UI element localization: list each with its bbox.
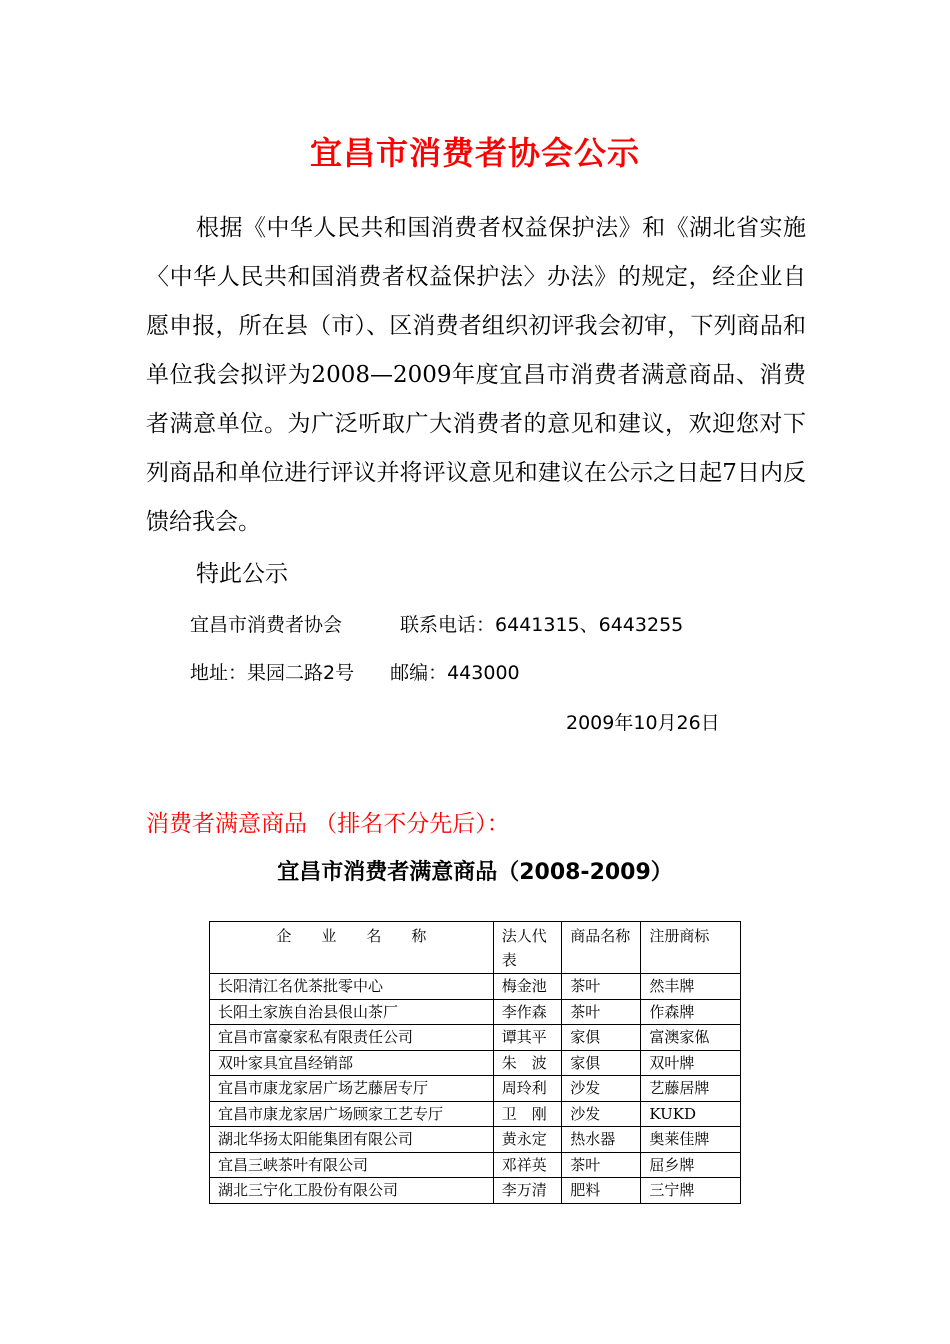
cell-company: 宜昌市富豪家私有限责任公司	[210, 1025, 494, 1051]
header-product: 商品名称	[562, 922, 641, 974]
cell-legal-rep: 李万清	[493, 1178, 562, 1204]
cell-product: 茶叶	[562, 999, 641, 1025]
cell-trademark: 屈乡牌	[641, 1152, 741, 1178]
cell-company: 宜昌市康龙家居广场艺藤居专厅	[210, 1076, 494, 1102]
table-row	[210, 1101, 741, 1127]
cell-company: 湖北三宁化工股份有限公司	[210, 1178, 494, 1204]
table-row	[210, 1127, 741, 1153]
cell-legal-rep: 卫 刚	[493, 1101, 562, 1127]
cell-legal-rep: 谭其平	[493, 1025, 562, 1051]
header-trademark: 注册商标	[641, 922, 741, 974]
cell-product: 沙发	[562, 1076, 641, 1102]
address: 地址：果园二路2号	[190, 662, 355, 684]
cell-legal-rep: 周玲利	[493, 1076, 562, 1102]
cell-product: 茶叶	[562, 974, 641, 1000]
closing-text: 特此公示	[196, 561, 288, 587]
cell-legal-rep: 梅金池	[493, 974, 562, 1000]
table-title: 宜昌市消费者满意商品（2008-2009）	[277, 860, 673, 885]
table-row	[210, 1178, 741, 1204]
phone-number: 联系电话：6441315、6443255	[400, 614, 684, 636]
postcode: 邮编：443000	[390, 662, 520, 684]
cell-company: 长阳清江名优茶批零中心	[210, 974, 494, 1000]
cell-trademark: 双叶牌	[641, 1050, 741, 1076]
cell-trademark: 三宁牌	[641, 1178, 741, 1204]
contact-line-2	[190, 658, 520, 688]
cell-company: 长阳土家族自治县佷山茶厂	[210, 999, 494, 1025]
table-header-row	[210, 922, 741, 974]
table-row	[210, 1025, 741, 1051]
cell-company: 双叶家具宜昌经销部	[210, 1050, 494, 1076]
cell-product: 家俱	[562, 1025, 641, 1051]
table-row	[210, 1152, 741, 1178]
cell-trademark: 然丰牌	[641, 974, 741, 1000]
cell-legal-rep: 黄永定	[493, 1127, 562, 1153]
org-name: 宜昌市消费者协会	[190, 614, 343, 636]
cell-product: 热水器	[562, 1127, 641, 1153]
cell-product: 茶叶	[562, 1152, 641, 1178]
cell-company: 宜昌市康龙家居广场顾家工艺专厅	[210, 1101, 494, 1127]
contact-line-1	[190, 610, 683, 640]
cell-legal-rep: 李作森	[493, 999, 562, 1025]
cell-company: 湖北华扬太阳能集团有限公司	[210, 1127, 494, 1153]
cell-trademark: KUKD	[641, 1101, 741, 1127]
cell-trademark: 艺藤居牌	[641, 1076, 741, 1102]
cell-trademark: 作森牌	[641, 999, 741, 1025]
cell-product: 家俱	[562, 1050, 641, 1076]
cell-trademark: 富澳家俬	[641, 1025, 741, 1051]
cell-trademark: 奥莱佳牌	[641, 1127, 741, 1153]
cell-company: 宜昌三峡茶叶有限公司	[210, 1152, 494, 1178]
announcement-body: 根据《中华人民共和国消费者权益保护法》和《湖北省实施〈中华人民共和国消费者权益保护法〉办法》的规定，经企业自愿申报，所在县（市）、区消费者组织初评我会初审，下列商品和单位我会拟评为2008—2009年度宜昌市消费者满意商品、消费者满意单位。为广泛听取广大消费者的意见和建议，欢迎您对下列商品和单位进行评议并将评议意见和建议在公示之日起7日内反馈给我会。	[146, 215, 806, 535]
section-title: 消费者满意商品 （排名不分先后）：	[146, 811, 510, 837]
page-title: 宜昌市消费者协会公示	[309, 134, 640, 172]
goods-table	[209, 921, 741, 1204]
cell-product: 沙发	[562, 1101, 641, 1127]
header-legal-rep: 法人代表	[493, 922, 562, 974]
cell-product: 肥料	[562, 1178, 641, 1204]
table-row	[210, 999, 741, 1025]
issue-date: 2009年10月26日	[566, 712, 720, 734]
cell-legal-rep: 朱 波	[493, 1050, 562, 1076]
table-row	[210, 1050, 741, 1076]
table-row	[210, 1076, 741, 1102]
header-company: 企 业 名 称	[210, 922, 494, 974]
table-row	[210, 974, 741, 1000]
cell-legal-rep: 邓祥英	[493, 1152, 562, 1178]
